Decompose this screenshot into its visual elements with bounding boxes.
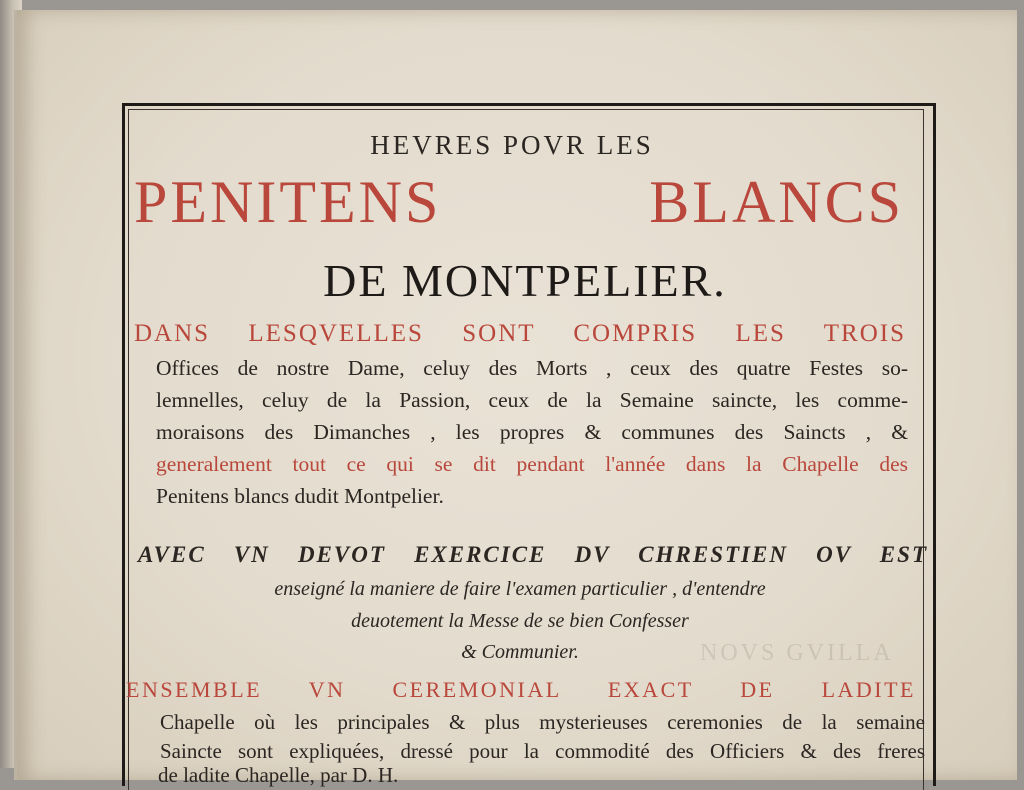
- ensemble-heading: ENSEMBLE VN CEREMONIAL EXACT DE LADITE: [126, 677, 916, 702]
- closing-text-line: de ladite Chapelle, par D. H.: [158, 763, 399, 787]
- body-text-line: moraisons des Dimanches , les propres & communes des Saincts , &: [156, 420, 908, 444]
- italic-text-line: enseigné la maniere de faire l'examen particulier , d'entendre: [274, 578, 766, 600]
- title-line-montpelier: DE MONTPELIER.: [323, 255, 727, 306]
- italic-text-line: & Communier.: [461, 641, 579, 663]
- body-text-line: generalement tout ce qui se dit pendant l'année dans la Chapelle des: [156, 452, 908, 476]
- closing-text-line: Saincte sont expliquées, dressé pour la commodité des Officiers & des freres: [160, 739, 925, 763]
- closing-text-line: Chapelle où les principales & plus mysterieuses ceremonies de la semaine: [160, 710, 925, 734]
- title-line-heures: HEVRES POVR LES: [370, 130, 654, 160]
- italic-text-line: deuotement la Messe de se bien Confesser: [351, 610, 689, 632]
- avec-heading: AVEC VN DEVOT EXERCICE DV CHRESTIEN OV EST: [138, 542, 928, 567]
- body-text-line: Penitens blancs dudit Montpelier.: [156, 484, 444, 508]
- body-text-line: lemnelles, celuy de la Passion, ceux de la Semaine saincte, les comme-: [156, 388, 908, 412]
- show-through-text: NOVS GVILLA: [700, 640, 894, 666]
- body-text-line: Offices de nostre Dame, celuy des Morts , ceux des quatre Festes so-: [156, 356, 908, 380]
- subtitle-caps-line: DANS LESQVELLES SONT COMPRIS LES TROIS: [134, 320, 906, 347]
- title-line-penitens-blancs: PENITENS BLANCS: [134, 169, 904, 235]
